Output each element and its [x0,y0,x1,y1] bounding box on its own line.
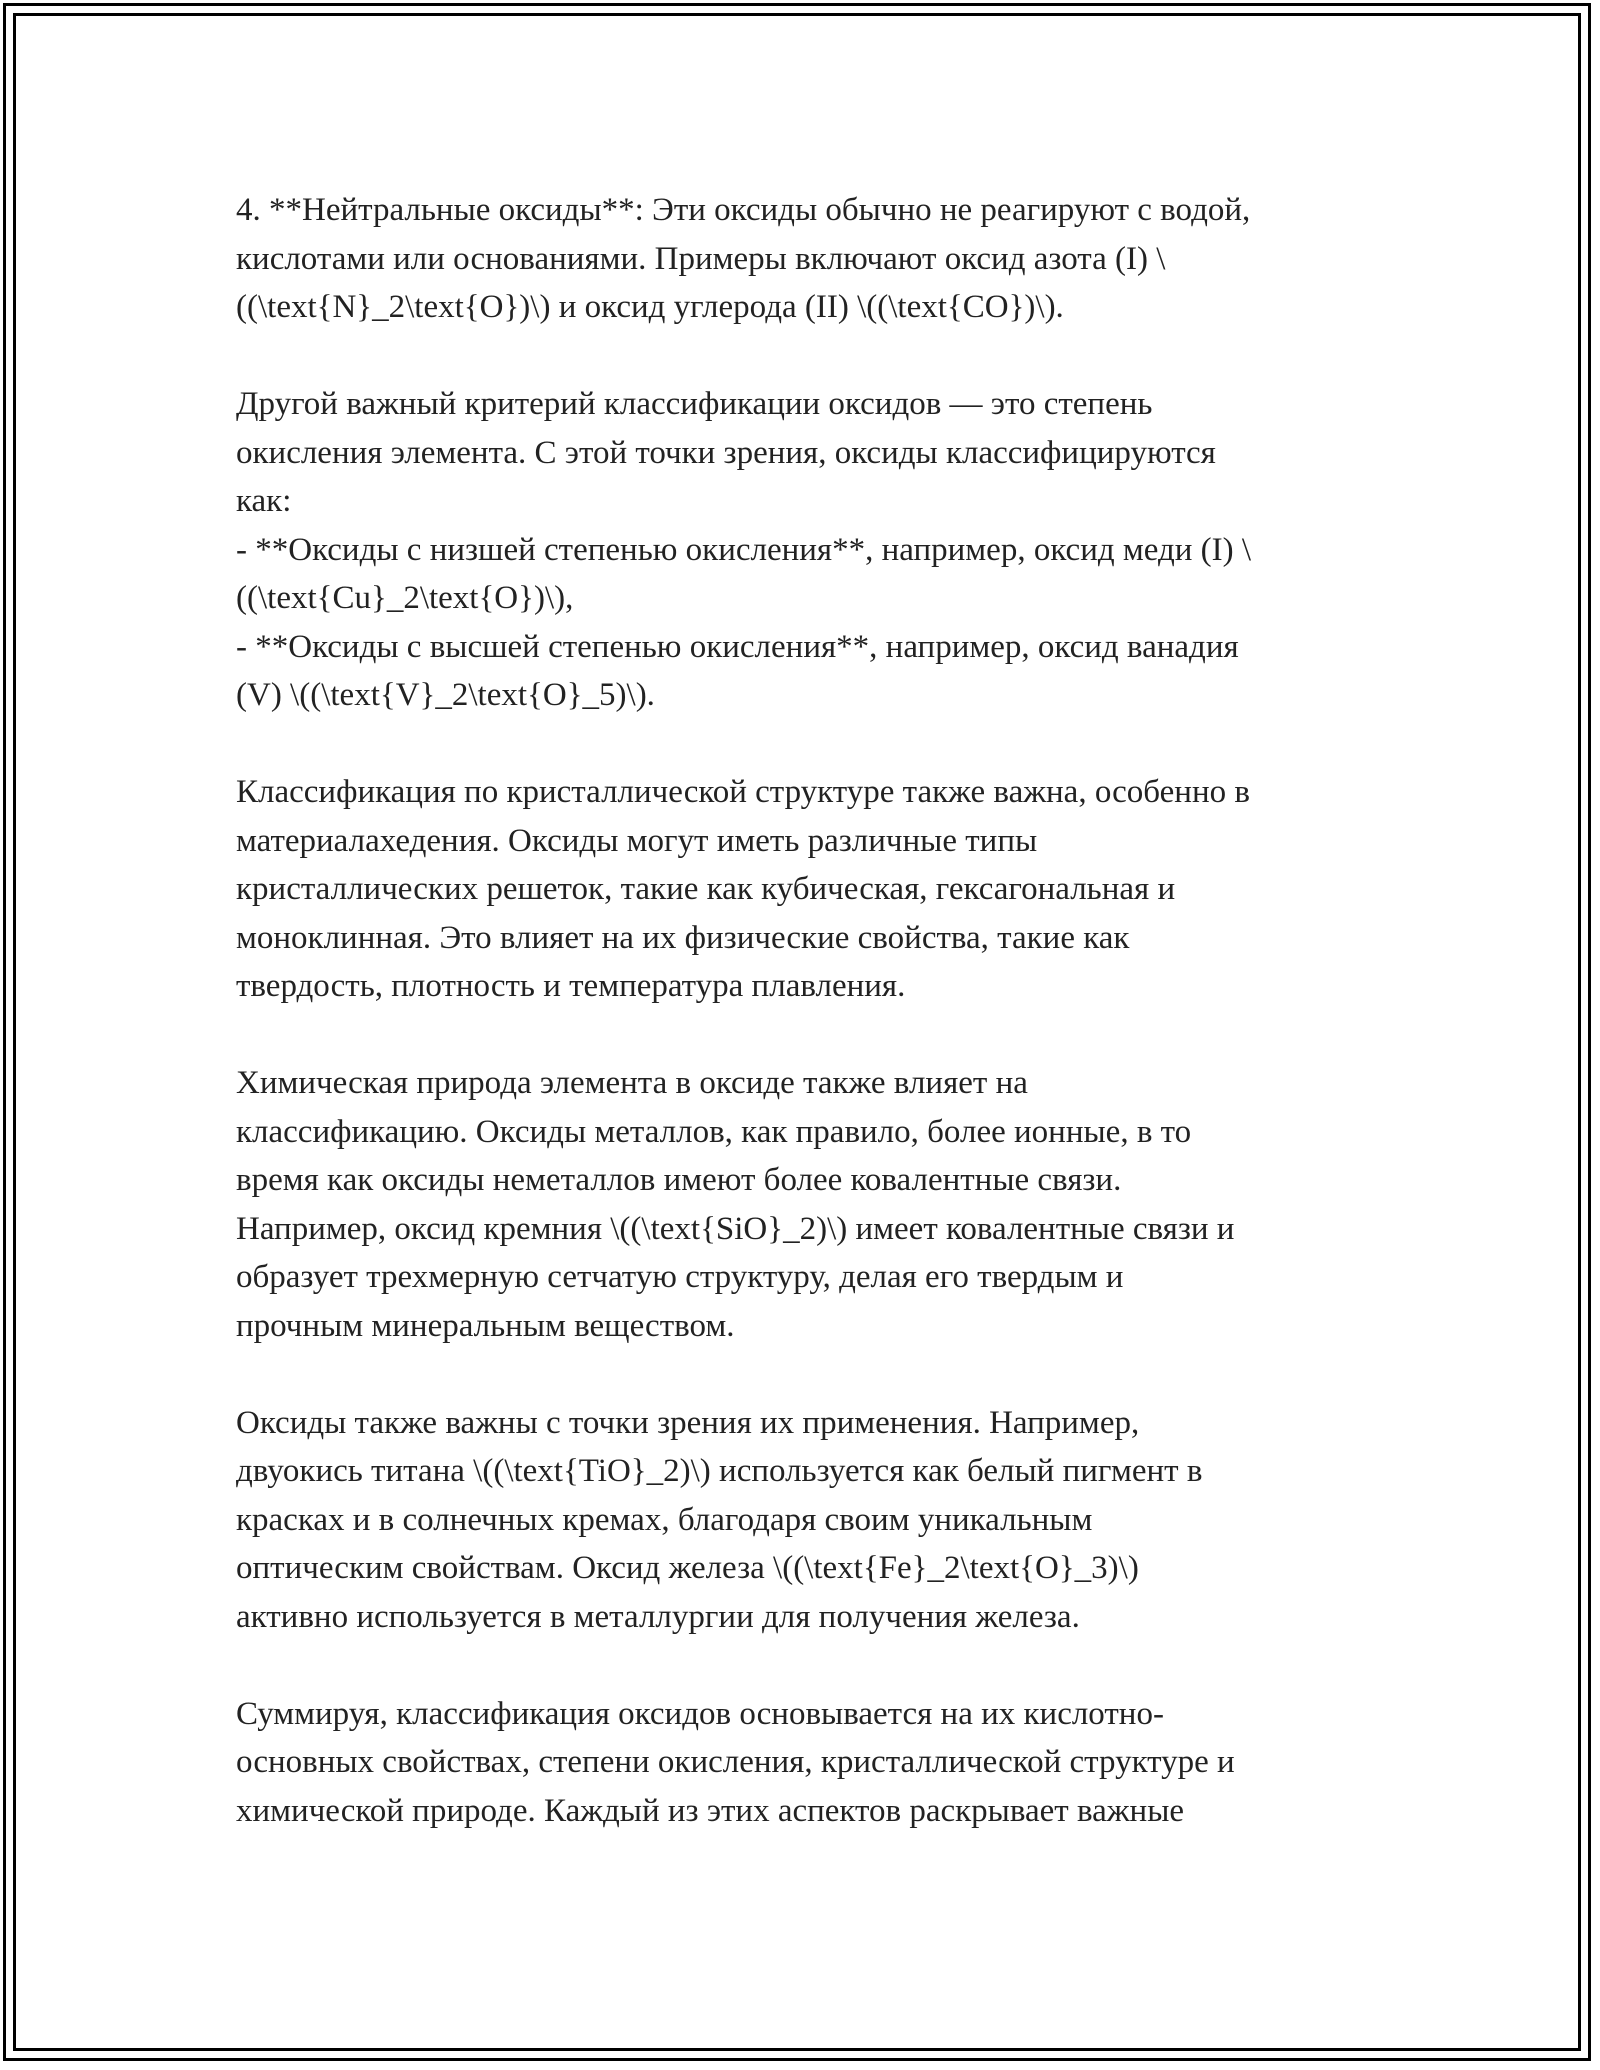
text-line: время как оксиды неметаллов имеют более ковалентные связи. [236,1162,1122,1198]
text-line: моноклинная. Это влияет на их физические свойства, такие как [236,919,1130,956]
text-line: как: [236,483,292,519]
text-line: окисления элемента. С этой точки зрения, оксиды классифицируются [236,434,1216,471]
text-line: Например, оксид кремния \((\text{SiO}_2)\) имеет ковалентные связи и [236,1210,1235,1247]
text-line: Другой важный критерий классификации оксидов — это степень [236,386,1153,422]
document-body [236,186,1386,1835]
text-line: Суммируя, классификация оксидов основывается на их кислотно- [236,1695,1164,1732]
text-line: кристаллических решеток, такие как кубическая, гексагональная и [236,871,1176,907]
text-line: ((\text{Cu}_2\text{O})\), [236,580,574,616]
paragraph-chemical-nature [236,1059,1386,1350]
paragraph-summary [236,1690,1386,1836]
text-line: кислотами или основаниями. Примеры включают оксид азота (I) \ [236,240,1166,277]
paragraph-oxidation-state [236,380,1386,720]
text-line: твердость, плотность и температура плавления. [236,968,906,1004]
text-line: (V) \((\text{V}_2\text{O}_5)\). [236,677,655,713]
text-line: материалахедения. Оксиды могут иметь различные типы [236,822,1038,859]
text-line: химической природе. Каждый из этих аспектов раскрывает важные [236,1792,1185,1829]
text-line: Химическая природа элемента в оксиде также влияет на [236,1065,1028,1101]
text-line: двуокись титана \((\text{TiO}_2)\) используется как белый пигмент в [236,1453,1203,1489]
paragraph-neutral-oxides [236,186,1386,332]
paragraph-applications [236,1399,1386,1642]
text-line: образует трехмерную сетчатую структуру, делая его твердым и [236,1259,1124,1295]
text-line: классификацию. Оксиды металлов, как правило, более ионные, в то [236,1113,1192,1150]
text-line: прочным минеральным веществом. [236,1307,735,1344]
text-line: Классификация по кристаллической структуре также важна, особенно в [236,774,1250,810]
text-line: Оксиды также важны с точки зрения их применения. Например, [236,1404,1140,1441]
text-line: красках и в солнечных кремах, благодаря своим уникальным [236,1501,1093,1538]
list-item-higher-oxidation: - **Оксиды с высшей степенью окисления**, например, оксид ванадия [236,628,1239,665]
paragraph-crystal-structure [236,768,1386,1011]
list-item-lower-oxidation: - **Оксиды с низшей степенью окисления**, например, оксид меди (I) \ [236,531,1252,568]
text-line: активно используется в металлургии для получения железа. [236,1598,1080,1635]
text-line: основных свойствах, степени окисления, кристаллической структуре и [236,1744,1235,1780]
text-line: оптическим свойствам. Оксид железа \((\text{Fe}_2\text{O}_3)\) [236,1550,1139,1586]
text-line: 4. **Нейтральные оксиды**: Эти оксиды обычно не реагируют с водой, [236,192,1251,228]
text-line: ((\text{N}_2\text{O})\) и оксид углерода (II) \((\text{CO})\). [236,289,1064,325]
